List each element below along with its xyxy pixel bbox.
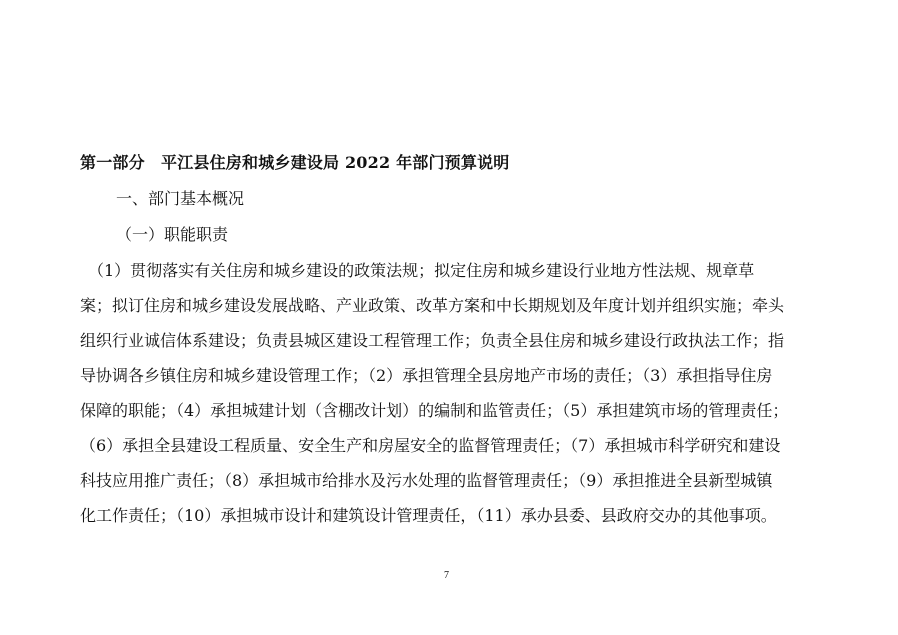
paragraph-line: 案；拟订住房和城乡建设发展战略、产业政策、改革方案和中长期规划及年度计划并组织实施；牵头 (80, 296, 785, 315)
section-heading-1: 一、部门基本概况 (116, 189, 245, 208)
paragraph-line: 保障的职能；（4）承担城建计划（含棚改计划）的编制和监管责任；（5）承担建筑市场的管理责任； (80, 401, 789, 420)
page-number: 7 (444, 570, 449, 581)
subsection-heading-1-1: （一）职能职责 (116, 225, 229, 244)
paragraph-line: 科技应用推广责任；（8）承担城市给排水及污水处理的监督管理责任；（9）承担推进全县新型城镇 (80, 471, 773, 490)
paragraph-line: 化工作责任；（10）承担城市设计和建筑设计管理责任，（11）承办县委、县政府交办的其他事项。 (80, 506, 777, 525)
paragraph-line: 导协调各乡镇住房和城乡建设管理工作；（2）承担管理全县房地产市场的责任；（3）承担指导住房 (80, 366, 773, 385)
paragraph-line: （1）贯彻落实有关住房和城乡建设的政策法规；拟定住房和城乡建设行业地方性法规、规章草 (80, 261, 755, 280)
part-heading: 第一部分 平江县住房和城乡建设局 2022 年部门预算说明 (80, 153, 510, 172)
paragraph-line: 组织行业诚信体系建设；负责县城区建设工程管理工作；负责全县住房和城乡建设行政执法工作；指 (80, 331, 785, 350)
paragraph-line: （6）承担全县建设工程质量、安全生产和房屋安全的监督管理责任；（7）承担城市科学研究和建设 (80, 436, 781, 455)
